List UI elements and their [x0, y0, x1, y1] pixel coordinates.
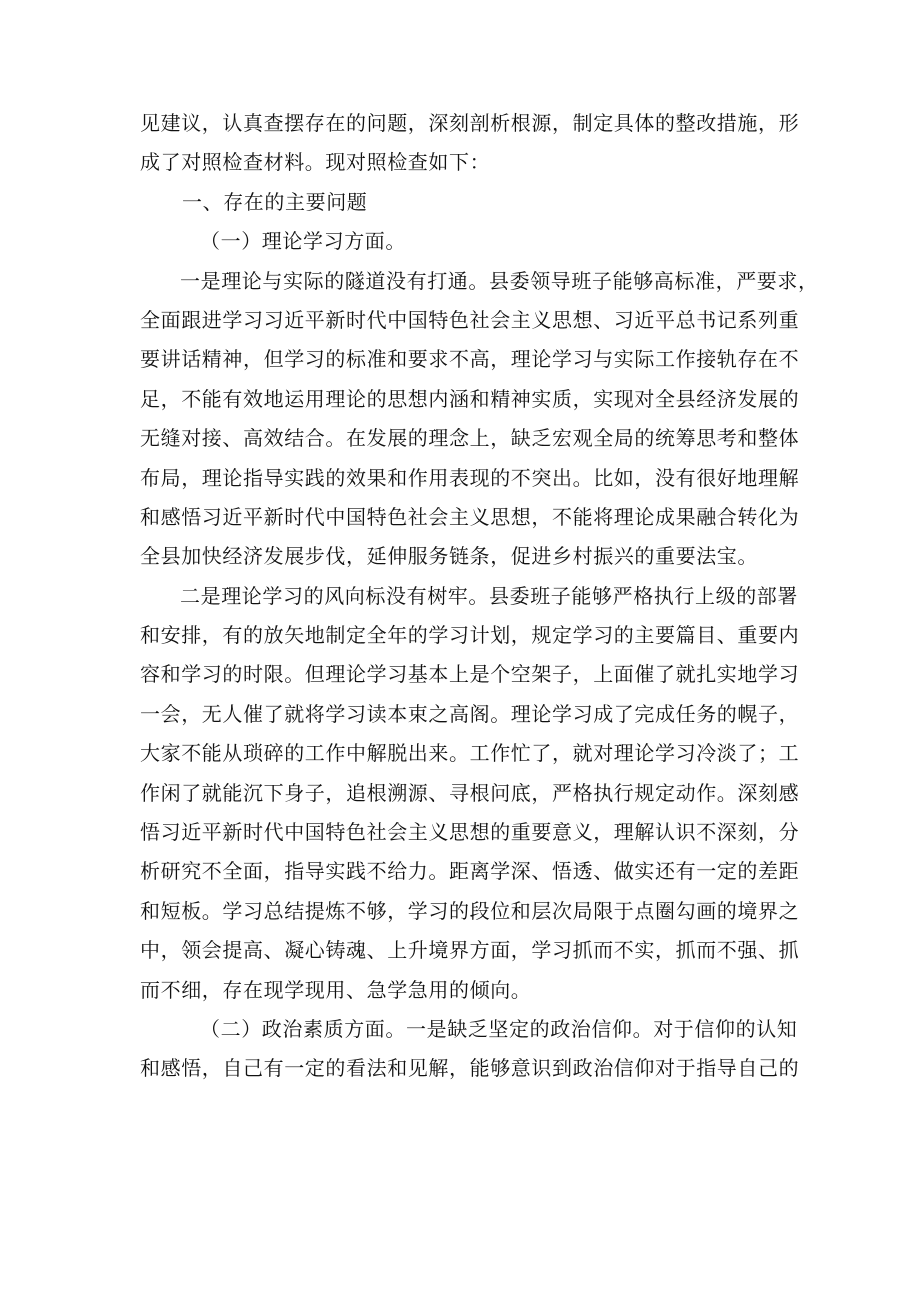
paragraph-line: 和感悟，自己有一定的看法和见解，能够意识到政治信仰对于指导自己的: [140, 1056, 800, 1081]
document-body: [140, 104, 819, 1089]
paragraph-line: 悟习近平新时代中国特色社会主义思想的重要意义，理解认识不深刻，分: [140, 820, 800, 845]
paragraph-line: 要讲话精神，但学习的标准和要求不高，理论学习与实际工作接轨存在不: [140, 347, 800, 372]
paragraph-line: 和感悟习近平新时代中国特色社会主义思想，不能将理论成果融合转化为: [140, 504, 800, 529]
paragraph-line: 全县加快经济发展步伐，延伸服务链条，促进乡村振兴的重要法宝。: [140, 544, 758, 569]
paragraph-line: 二是理论学习的风向标没有树牢。县委班子能够严格执行上级的部署: [180, 583, 798, 608]
paragraph-line: 容和学习的时限。但理论学习基本上是个空架子，上面催了就扎实地学习: [140, 662, 800, 687]
subsection-heading: （一）理论学习方面。: [200, 229, 406, 254]
paragraph-line: 一是理论与实际的隧道没有打通。县委领导班子能够高标准，严要求，: [180, 268, 819, 293]
paragraph-line: 和安排，有的放矢地制定全年的学习计划，规定学习的主要篇目、重要内: [140, 623, 800, 648]
paragraph-line: 布局，理论指导实践的效果和作用表现的不突出。比如，没有很好地理解: [140, 465, 800, 490]
paragraph-line: 见建议，认真查摆存在的问题，深刻剖析根源，制定具体的整改措施，形: [140, 111, 800, 135]
paragraph-line: 析研究不全面，指导实践不给力。距离学深、悟透、做实还有一定的差距: [140, 859, 800, 884]
paragraph-line: 大家不能从琐碎的工作中解脱出来。工作忙了，就对理论学习冷淡了；工: [140, 741, 800, 766]
paragraph-line: 而不细，存在现学现用、急学急用的倾向。: [140, 977, 532, 1002]
paragraph-line: 无缝对接、高效结合。在发展的理念上，缺乏宏观全局的统筹思考和整体: [140, 426, 800, 451]
paragraph-line: 成了对照检查材料。现对照检查如下：: [140, 150, 491, 175]
paragraph-line: 全面跟进学习习近平新时代中国特色社会主义思想、习近平总书记系列重: [140, 307, 800, 332]
paragraph-line: 作闲了就能沉下身子，追根溯源、寻根问底，严格执行规定动作。深刻感: [140, 780, 800, 805]
paragraph-line: 足，不能有效地运用理论的思想内涵和精神实质，实现对全县经济发展的: [140, 386, 800, 411]
subsection-heading: （二）政治素质方面。一是缺乏坚定的政治信仰。对于信仰的认知: [200, 1016, 798, 1041]
paragraph-line: 一会，无人催了就将学习读本束之高阁。理论学习成了完成任务的幌子，: [140, 701, 800, 726]
paragraph-line: 中，领会提高、凝心铸魂、上升境界方面，学习抓而不实，抓而不强、抓: [140, 938, 800, 963]
paragraph-line: 和短板。学习总结提炼不够，学习的段位和层次局限于点圈勾画的境界之: [140, 898, 800, 923]
section-heading: 一、存在的主要问题: [182, 189, 368, 214]
